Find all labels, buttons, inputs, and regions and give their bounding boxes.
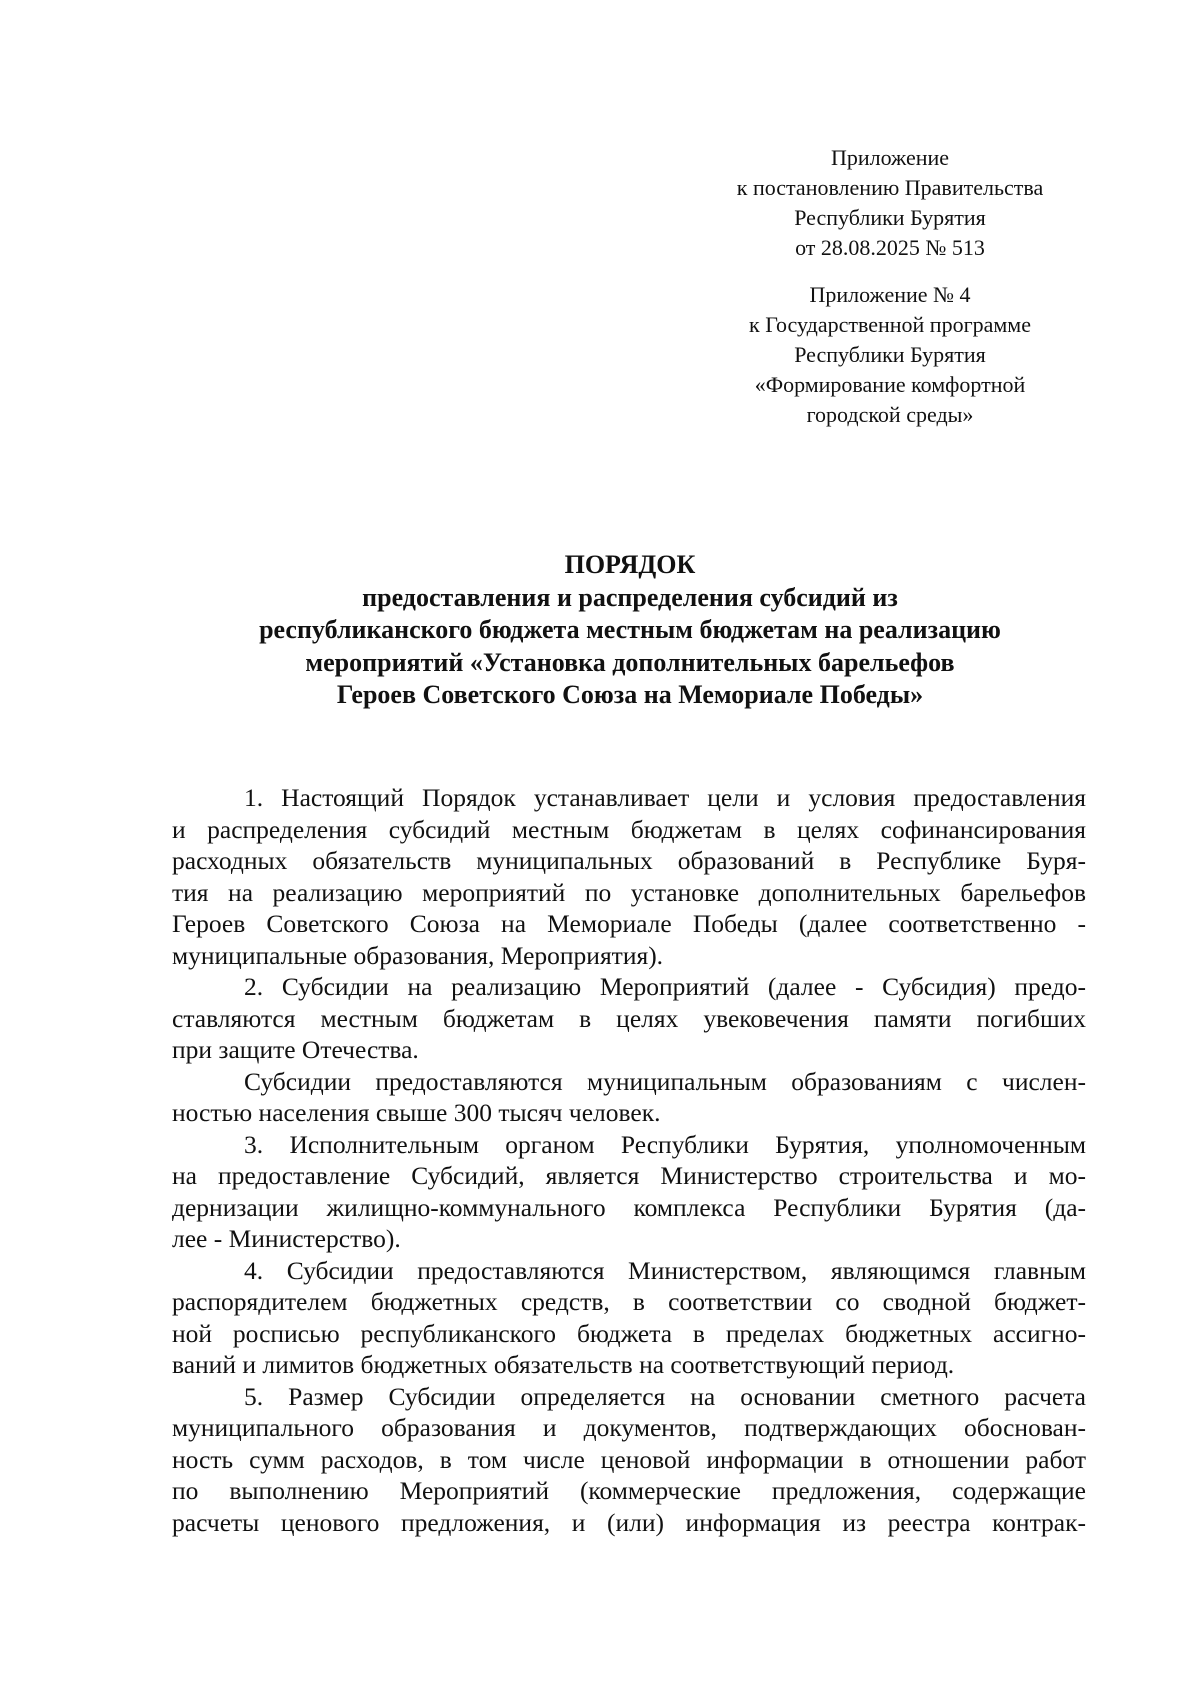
paragraph-1-line: Героев Советского Союза на Мемориале Победы (далее соответственно - xyxy=(172,909,1086,938)
paragraph-2b-line: Субсидии предоставляются муниципальным образованиям с числен- xyxy=(244,1066,1086,1096)
paragraph-5-line: расчеты ценового предложения, и (или) информация из реестра контрак- xyxy=(172,1507,1086,1537)
appendix-line: городской среды» xyxy=(806,402,974,427)
paragraph-2b-line: ностью населения свыше 300 тысяч человек. xyxy=(172,1098,661,1127)
paragraph-2-line: 2. Субсидии на реализацию Мероприятий (далее - Субсидия) предо- xyxy=(244,972,1086,1001)
paragraph-1-line: расходных обязательств муниципальных образований в Республике Буря- xyxy=(172,846,1086,875)
paragraph-1-line: муниципальные образования, Мероприятия). xyxy=(172,940,664,970)
paragraph-4-line: ной росписью республиканского бюджета в пределах бюджетных ассигно- xyxy=(172,1318,1086,1348)
paragraph-1-line: 1. Настоящий Порядок устанавливает цели и условия предоставления xyxy=(244,783,1086,812)
paragraph-5-line: ность сумм расходов, в том числе ценовой информации в отношении работ xyxy=(172,1444,1086,1474)
paragraph-1-line: тия на реализацию мероприятий по установке дополнительных барельефов xyxy=(172,877,1086,907)
paragraph-4-line: 4. Субсидии предоставляются Министерством, являющимся главным xyxy=(244,1255,1086,1285)
appendix-line: от 28.08.2025 № 513 xyxy=(795,235,985,260)
document-body xyxy=(172,782,1086,1538)
paragraph-4-line: распорядителем бюджетных средств, в соответствии со сводной бюджет- xyxy=(172,1287,1086,1316)
title-subtitle-line: мероприятий «Установка дополнительных барельефов xyxy=(305,647,955,677)
document-title xyxy=(170,549,1090,712)
paragraph-2-line: ставляются местным бюджетам в целях увековечения памяти погибших xyxy=(172,1003,1086,1033)
paragraph-3-line: на предоставление Субсидий, является Министерство строительства и мо- xyxy=(172,1161,1086,1190)
paragraph-5-line: муниципального образования и документов, подтверждающих обоснован- xyxy=(172,1413,1086,1442)
paragraph-3-line: лее - Министерство). xyxy=(172,1224,401,1253)
paragraph-5-line: по выполнению Мероприятий (коммерческие предложения, содержащие xyxy=(172,1476,1086,1505)
paragraph-5-line: 5. Размер Субсидии определяется на основании сметного расчета xyxy=(244,1381,1086,1411)
title-subtitle-line: Героев Советского Союза на Мемориале Победы» xyxy=(336,680,924,709)
title-subtitle-line: предоставления и распределения субсидий из xyxy=(362,582,898,612)
appendix-line: Республики Бурятия xyxy=(794,205,986,230)
appendix-line: к Государственной программе xyxy=(749,312,1031,337)
appendix-state-program xyxy=(680,280,1100,430)
appendix-government-resolution xyxy=(680,143,1100,263)
appendix-line: Приложение № 4 xyxy=(809,282,971,307)
paragraph-2-line: при защите Отечества. xyxy=(172,1035,419,1064)
title-subtitle-line: республиканского бюджета местным бюджетам на реализацию xyxy=(259,615,1001,644)
appendix-line: Приложение xyxy=(830,145,950,170)
title-heading: ПОРЯДОК xyxy=(564,550,696,579)
paragraph-3-line: дернизации жилищно-коммунального комплекса Республики Бурятия (да- xyxy=(172,1192,1086,1222)
paragraph-1-line: и распределения субсидий местным бюджетам в целях софинансирования xyxy=(172,814,1086,844)
paragraph-3-line: 3. Исполнительным органом Республики Бурятия, уполномоченным xyxy=(244,1129,1086,1159)
appendix-line: к постановлению Правительства xyxy=(736,175,1044,200)
paragraph-4-line: ваний и лимитов бюджетных обязательств на соответствующий период. xyxy=(172,1350,955,1379)
appendix-line: Республики Бурятия xyxy=(794,342,986,367)
appendix-line: «Формирование комфортной xyxy=(754,372,1026,397)
